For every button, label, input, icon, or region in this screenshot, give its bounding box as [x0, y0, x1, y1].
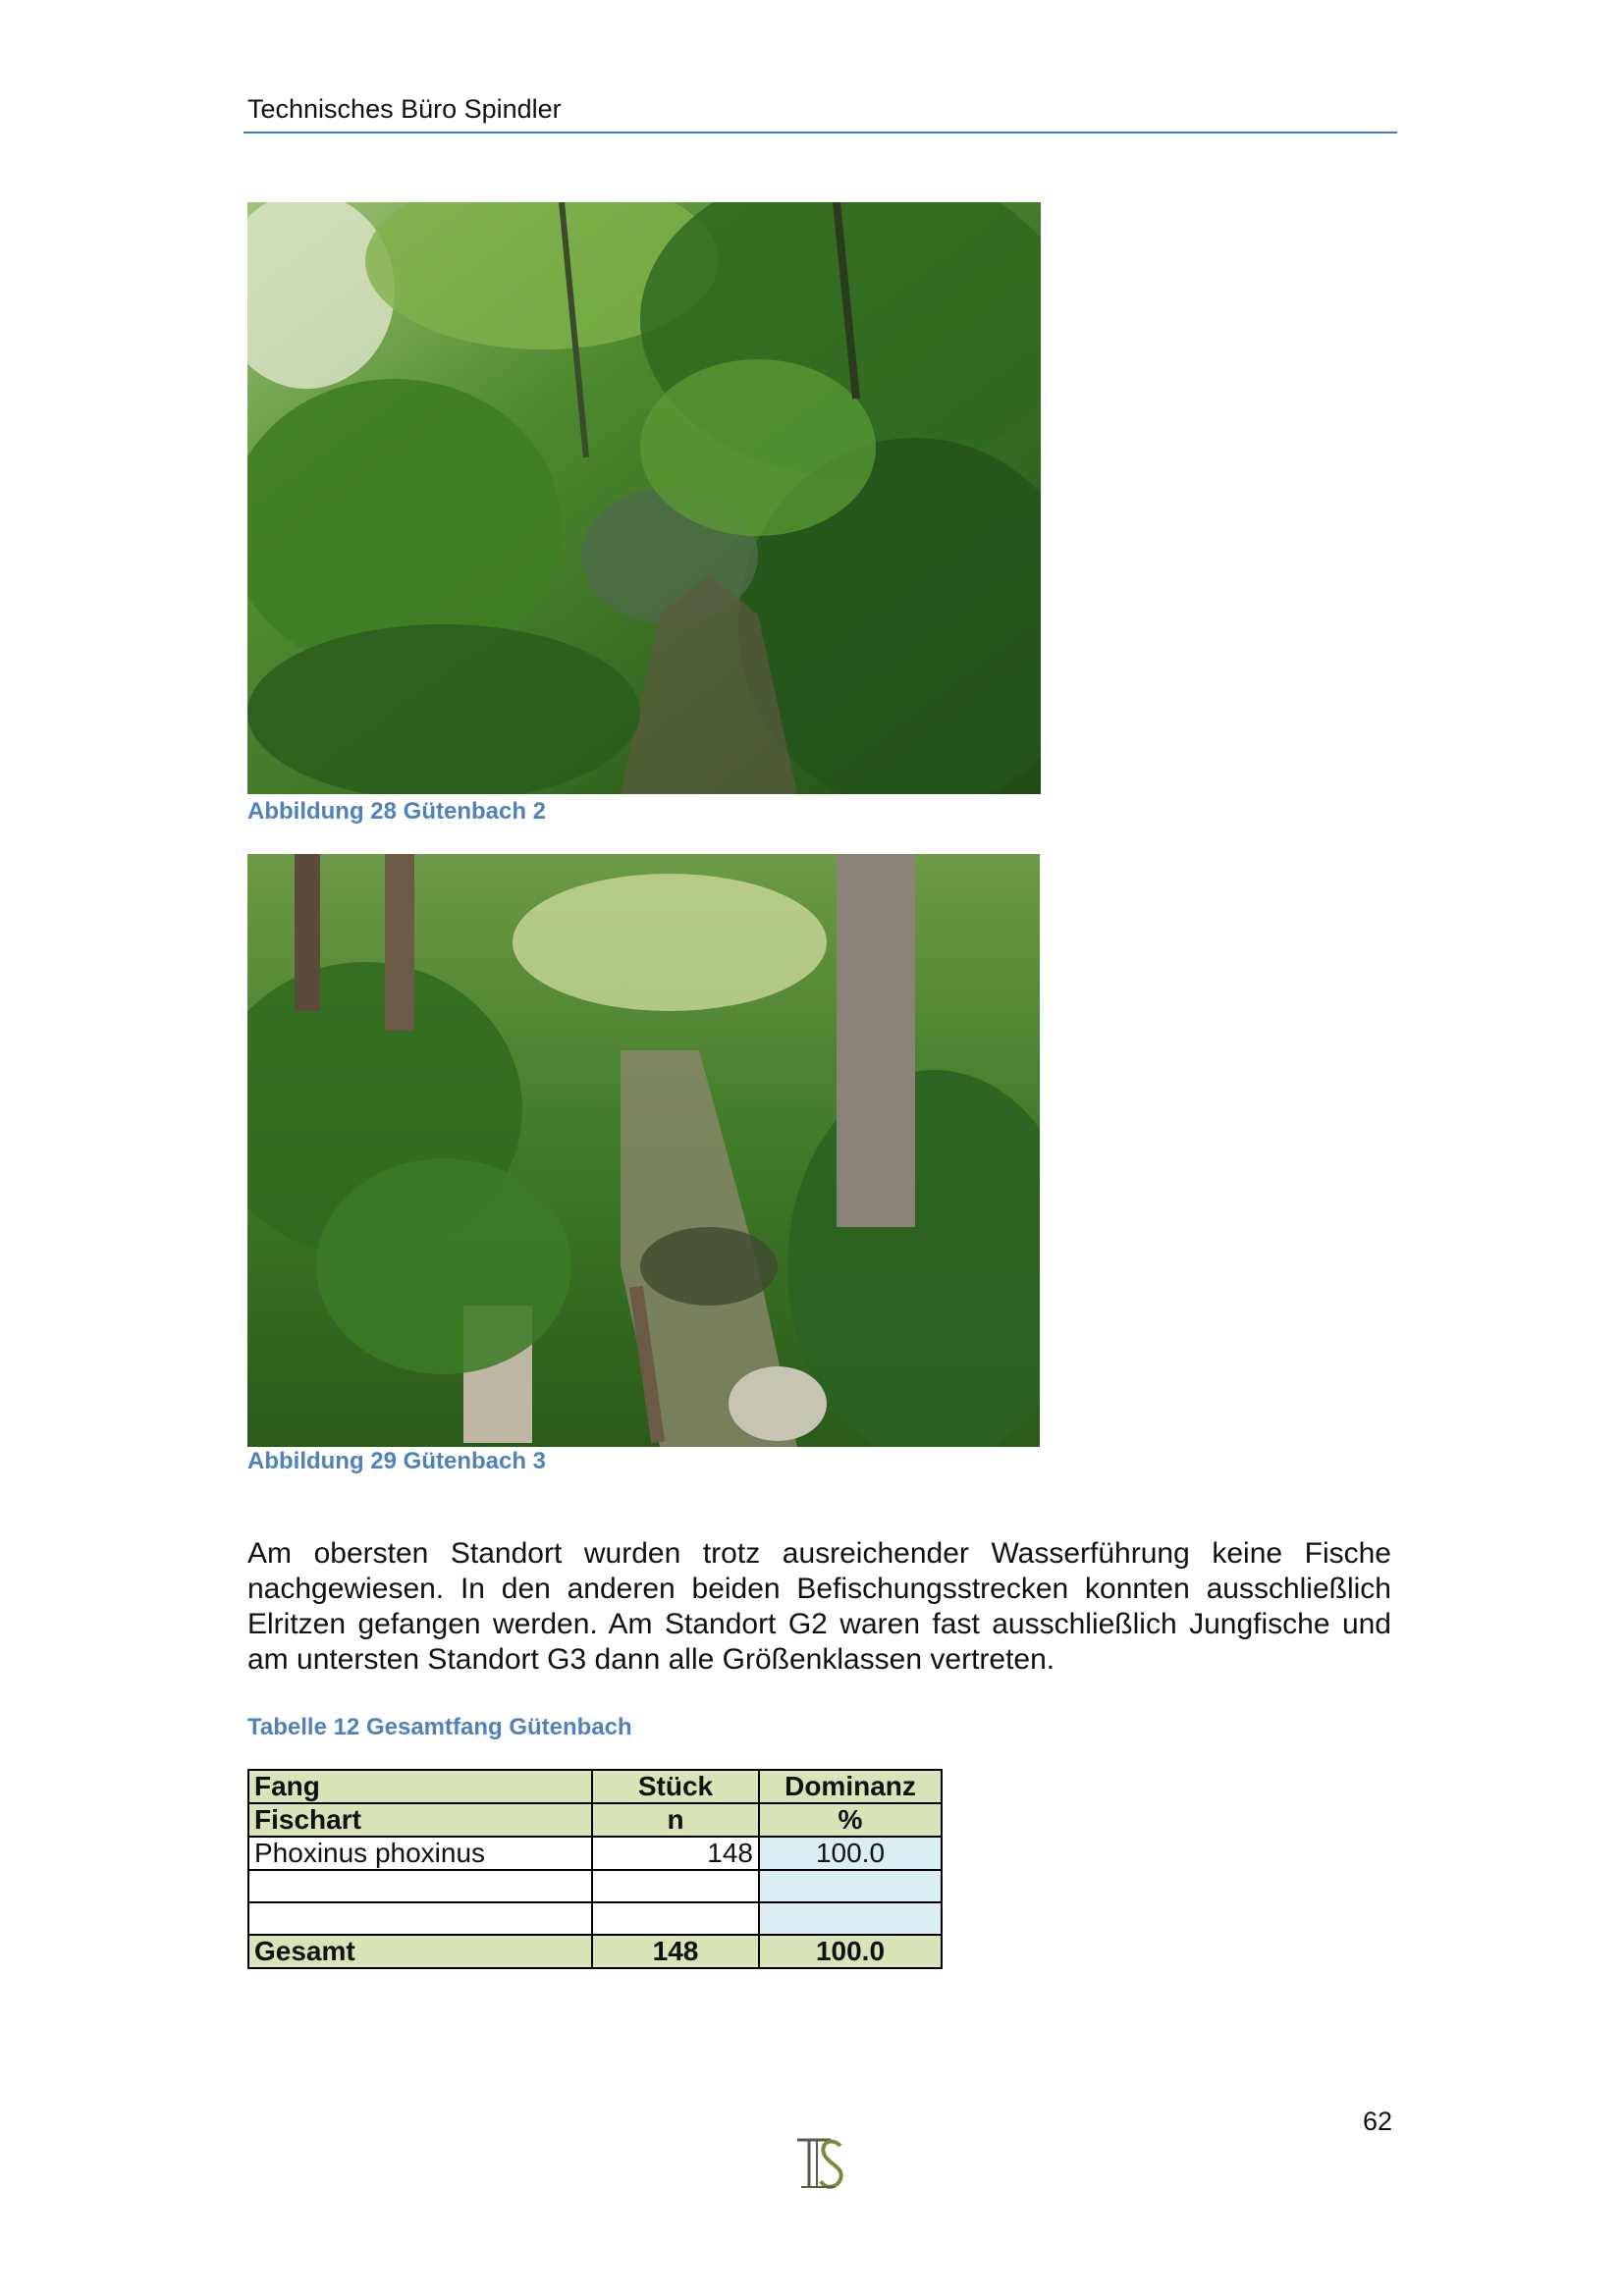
- catch-table: [247, 1769, 943, 1969]
- total-label-cell: Gesamt: [248, 1935, 592, 1968]
- header-cell: Fischart: [248, 1803, 592, 1837]
- header-cell: Fang: [248, 1770, 592, 1803]
- header-company: Technisches Büro Spindler: [247, 94, 562, 124]
- table-row: [248, 1902, 942, 1935]
- dominance-cell: [759, 1870, 942, 1902]
- species-cell: Phoxinus phoxinus: [248, 1837, 592, 1870]
- total-count-cell: 148: [592, 1935, 759, 1968]
- header-cell: Dominanz: [759, 1770, 942, 1803]
- company-logo: [791, 2132, 850, 2193]
- photo-guetenbach-3: [247, 854, 1040, 1447]
- photo-guetenbach-2: [247, 202, 1041, 794]
- species-cell: [248, 1870, 592, 1902]
- count-cell: [592, 1902, 759, 1935]
- count-cell: [592, 1870, 759, 1902]
- dominance-cell: [759, 1902, 942, 1935]
- species-cell: [248, 1902, 592, 1935]
- table-header-row: [248, 1770, 942, 1803]
- table-caption: Tabelle 12 Gesamtfang Gütenbach: [247, 1714, 632, 1740]
- header-rule: [243, 132, 1397, 133]
- header-cell: %: [759, 1803, 942, 1837]
- table-header-row: [248, 1803, 942, 1837]
- table-row: [248, 1870, 942, 1902]
- body-paragraph: Am obersten Standort wurden trotz ausreichender Wasserführung keine Fische nachgewiesen. In den anderen beiden Befischungsstrecken konnten ausschließlich Elritzen gefangen werden. Am Standort G2 waren fast ausschließlich Jungfische und am untersten Standort G3 dann alle Größenklassen vertreten.: [247, 1537, 1391, 1676]
- figure-29-caption: Abbildung 29 Gütenbach 3: [247, 1448, 547, 1474]
- page-number: 62: [1363, 2107, 1393, 2136]
- figure-28-caption: Abbildung 28 Gütenbach 2: [247, 798, 547, 825]
- table-total-row: [248, 1935, 942, 1968]
- table-row: [248, 1837, 942, 1870]
- total-dominance-cell: 100.0: [759, 1935, 942, 1968]
- header-cell: n: [592, 1803, 759, 1837]
- count-cell: 148: [592, 1837, 759, 1870]
- header-cell: Stück: [592, 1770, 759, 1803]
- dominance-cell: 100.0: [759, 1837, 942, 1870]
